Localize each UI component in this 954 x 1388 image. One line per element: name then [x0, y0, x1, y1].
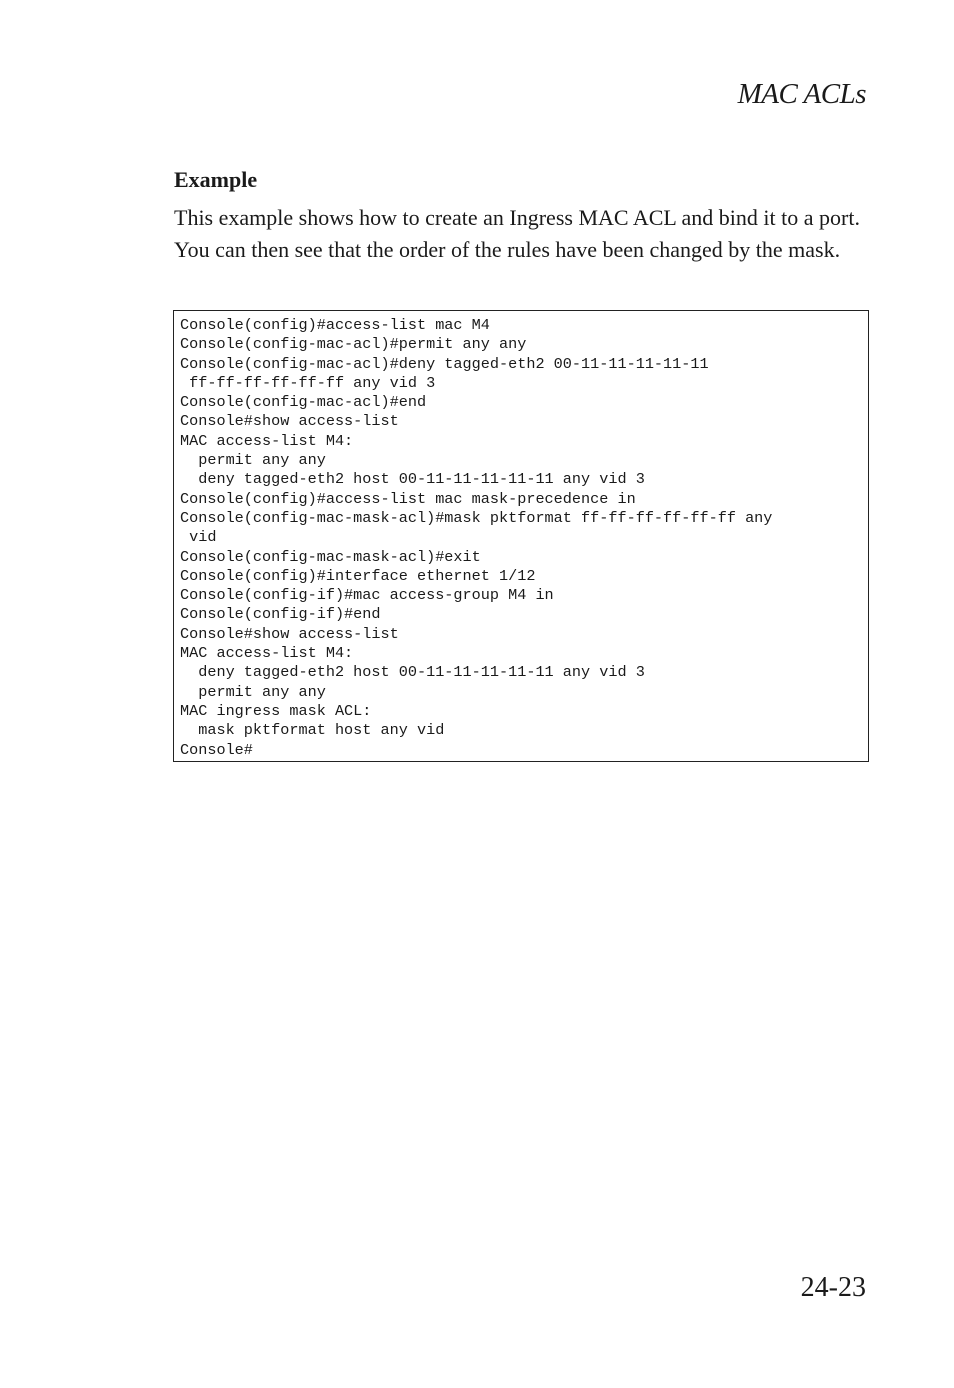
- code-example-box: [173, 310, 869, 762]
- code-line: mask pktformat host any vid: [180, 721, 445, 740]
- code-line: Console(config-mac-acl)#permit any any: [180, 335, 527, 354]
- section-heading: Example: [174, 167, 258, 192]
- code-line: MAC access-list M4:: [180, 644, 354, 663]
- code-line: Console(config)#access-list mac M4: [180, 316, 490, 334]
- running-header: MAC ACLs: [737, 78, 866, 110]
- code-line: Console#show access-list: [180, 412, 399, 431]
- code-line: Console(config-mac-acl)#end: [180, 393, 427, 412]
- code-line: permit any any: [180, 451, 326, 470]
- code-line: Console#: [180, 740, 253, 759]
- code-line: Console#show access-list: [180, 624, 399, 643]
- page-number: 24-23: [800, 1272, 866, 1303]
- code-line: Console(config-if)#end: [180, 605, 381, 624]
- body-paragraph: This example shows how to create an Ingress MAC ACL and bind it to a port. You can then see that the order of the rules have been changed by the mask.: [174, 205, 860, 262]
- code-line: Console(config-mac-mask-acl)#mask pktformat ff-ff-ff-ff-ff-ff any: [180, 508, 773, 527]
- code-line: Console(config-mac-mask-acl)#exit: [180, 547, 481, 566]
- code-line: Console(config-mac-acl)#deny tagged-eth2 00-11-11-11-11-11: [180, 354, 709, 373]
- code-line: Console(config)#access-list mac mask-precedence in: [180, 489, 636, 508]
- code-line: permit any any: [180, 682, 326, 701]
- code-line: Console(config-if)#mac access-group M4 in: [180, 586, 554, 605]
- code-line: deny tagged-eth2 host 00-11-11-11-11-11 any vid 3: [180, 663, 645, 682]
- code-line: deny tagged-eth2 host 00-11-11-11-11-11 any vid 3: [180, 470, 645, 489]
- code-line: MAC access-list M4:: [180, 431, 354, 450]
- code-line: MAC ingress mask ACL:: [180, 701, 372, 720]
- code-line: ff-ff-ff-ff-ff-ff any vid 3: [180, 373, 436, 392]
- code-line: vid: [180, 528, 217, 547]
- code-line: Console(config)#interface ethernet 1/12: [180, 566, 536, 585]
